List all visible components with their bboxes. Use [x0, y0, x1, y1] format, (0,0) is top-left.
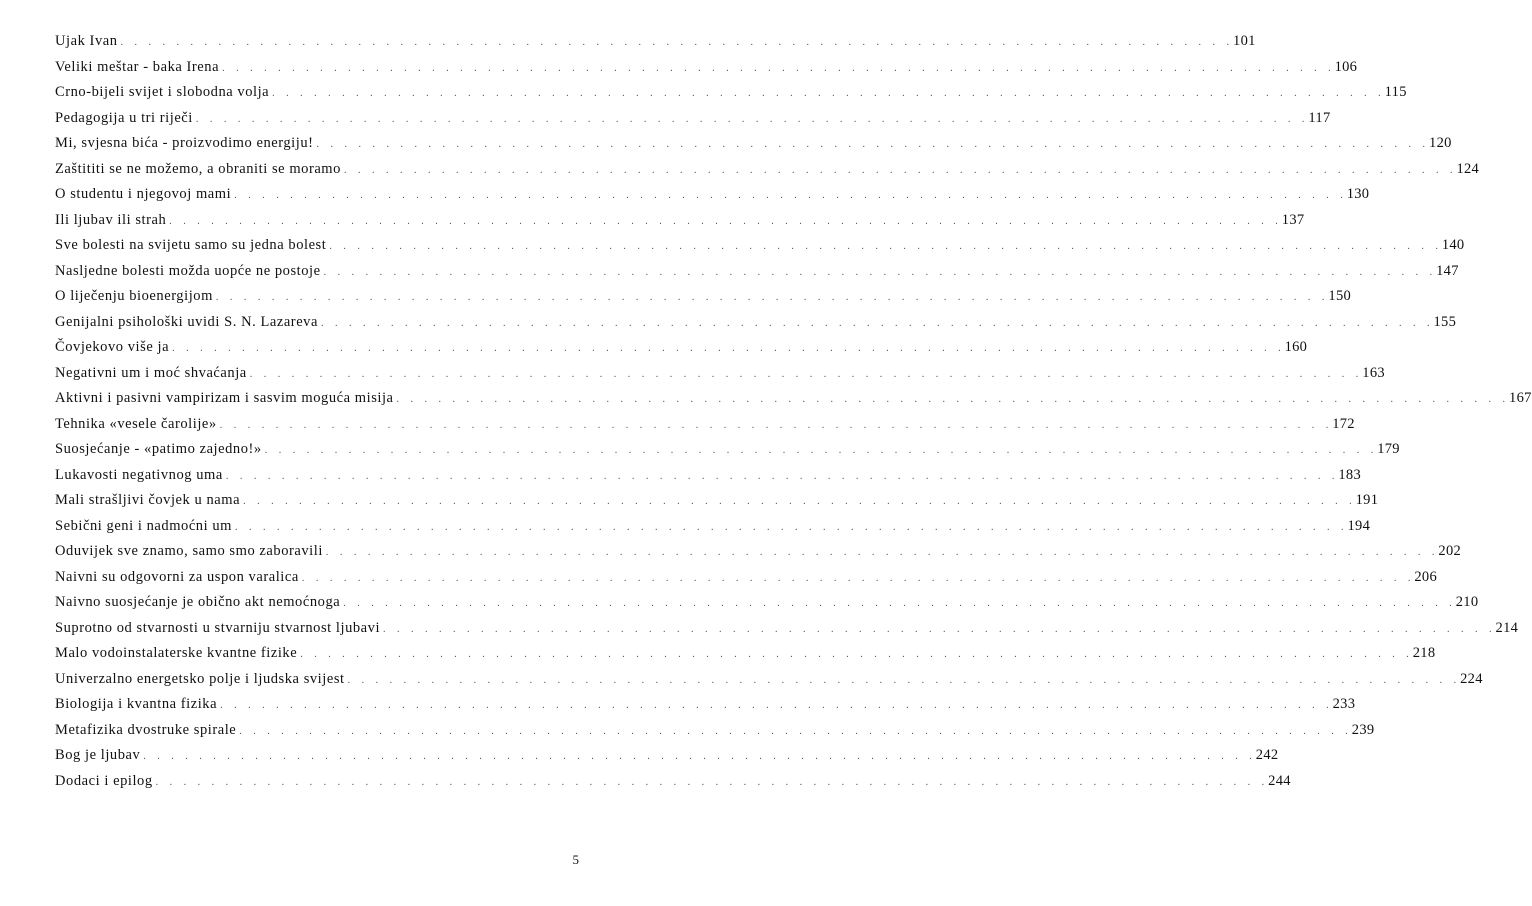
toc-entry — [55, 313, 1457, 340]
toc-dot-leader: . . . . . . . . . . . . . . . . . . . . . . . . . . . . . . . . . . . . . . . . . . . . . . . . . . . . . . . . . . . . . . . . . . . . . . . . . . . . . . . . — [320, 317, 1430, 329]
toc-entry-title: O studentu i njegovoj mami — [55, 186, 232, 202]
toc-dot-leader: . . . . . . . . . . . . . . . . . . . . . . . . . . . . . . . . . . . . . . . . . . . . . . . . . . . . . . . . . . . . . . . . . . . . . . . . . . . . . . . . — [396, 394, 1506, 405]
toc-entry-page: 167 — [1509, 390, 1532, 406]
toc-dot-leader: . . . . . . . . . . . . . . . . . . . . . . . . . . . . . . . . . . . . . . . . . . . . . . . . . . . . . . . . . . . . . . . . . . . . . . . . . . . . . . . . — [155, 776, 1265, 788]
toc-entry-page: 140 — [1441, 237, 1465, 253]
toc-dot-leader: . . . . . . . . . . . . . . . . . . . . . . . . . . . . . . . . . . . . . . . . . . . . . . . . . . . . . . . . . . . . . . . . . . . . . . . . . . . . . . . . — [272, 88, 1381, 99]
toc-entry — [55, 517, 1371, 544]
toc-entry-page: 218 — [1412, 645, 1436, 661]
toc-entry — [55, 594, 1479, 620]
toc-dot-leader: . . . . . . . . . . . . . . . . . . . . . . . . . . . . . . . . . . . . . . . . . . . . . . . . . . . . . . . . . . . . . . . . . . . . . . . . . . . . . . . . — [222, 62, 1331, 74]
toc-entry-title: Genijalni psihološki uvidi S. N. Lazareva — [55, 313, 318, 330]
toc-entry-title: Sebični geni i nadmoćni um — [55, 517, 232, 534]
toc-entry-page: 224 — [1460, 670, 1483, 687]
toc-entry-page: 130 — [1346, 186, 1370, 202]
toc-entry-page: 117 — [1308, 109, 1331, 126]
toc-entry-title: Dodaci i epilog — [55, 772, 153, 789]
toc-entry-page: 106 — [1334, 58, 1358, 75]
toc-entry — [55, 568, 1437, 595]
toc-entry — [55, 211, 1305, 238]
toc-entry-page: 163 — [1362, 364, 1385, 381]
toc-entry — [55, 645, 1436, 671]
toc-entry — [55, 772, 1291, 799]
toc-entry-title: Bog je ljubav — [55, 747, 141, 763]
toc-entry — [55, 415, 1355, 442]
toc-dot-leader: . . . . . . . . . . . . . . . . . . . . . . . . . . . . . . . . . . . . . . . . . . . . . . . . . . . . . . . . . . . . . . . . . . . . . . . . . . . . . . . . — [220, 700, 1329, 711]
toc-dot-leader: . . . . . . . . . . . . . . . . . . . . . . . . . . . . . . . . . . . . . . . . . . . . . . . . . . . . . . . . . . . . . . . . . . . . . . . . . . . . . . . . — [239, 725, 1348, 737]
toc-entry — [55, 262, 1459, 289]
toc-entry — [55, 84, 1407, 110]
toc-dot-leader: . . . . . . . . . . . . . . . . . . . . . . . . . . . . . . . . . . . . . . . . . . . . . . . . . . . . . . . . . . . . . . . . . . . . . . . . . . . . . . . . — [172, 343, 1281, 354]
toc-entry-page: 191 — [1355, 492, 1379, 508]
toc-entry — [55, 390, 1532, 416]
toc-entry-title: Crno-bijeli svijet i slobodna volja — [55, 84, 270, 100]
toc-dot-leader: . . . . . . . . . . . . . . . . . . . . . . . . . . . . . . . . . . . . . . . . . . . . . . . . . . . . . . . . . . . . . . . . . . . . . . . . . . . . . . . . — [347, 674, 1457, 686]
toc-entry-page: 172 — [1332, 415, 1355, 432]
toc-entry-title: Suosjećanje - «patimo zajedno!» — [55, 441, 262, 457]
toc-entry — [55, 747, 1279, 773]
toc-entry — [55, 288, 1352, 314]
toc-entry — [55, 237, 1465, 263]
toc-entry — [55, 160, 1480, 187]
toc-dot-leader: . . . . . . . . . . . . . . . . . . . . . . . . . . . . . . . . . . . . . . . . . . . . . . . . . . . . . . . . . . . . . . . . . . . . . . . . . . . . . . . . — [383, 623, 1492, 635]
toc-entry — [55, 364, 1385, 391]
toc-entry-page: 179 — [1377, 441, 1400, 457]
toc-entry — [55, 696, 1356, 722]
toc-entry — [55, 33, 1256, 59]
toc-entry — [55, 109, 1331, 136]
toc-entry — [55, 619, 1519, 646]
toc-dot-leader: . . . . . . . . . . . . . . . . . . . . . . . . . . . . . . . . . . . . . . . . . . . . . . . . . . . . . . . . . . . . . . . . . . . . . . . . . . . . . . . . — [264, 445, 1374, 456]
toc-dot-leader: . . . . . . . . . . . . . . . . . . . . . . . . . . . . . . . . . . . . . . . . . . . . . . . . . . . . . . . . . . . . . . . . . . . . . . . . . . . . . . . . — [195, 113, 1305, 125]
toc-dot-leader: . . . . . . . . . . . . . . . . . . . . . . . . . . . . . . . . . . . . . . . . . . . . . . . . . . . . . . . . . . . . . . . . . . . . . . . . . . . . . . . . — [316, 139, 1426, 150]
toc-dot-leader: . . . . . . . . . . . . . . . . . . . . . . . . . . . . . . . . . . . . . . . . . . . . . . . . . . . . . . . . . . . . . . . . . . . . . . . . . . . . . . . . — [234, 190, 1343, 201]
toc-entry — [55, 186, 1370, 212]
toc-dot-leader: . . . . . . . . . . . . . . . . . . . . . . . . . . . . . . . . . . . . . . . . . . . . . . . . . . . . . . . . . . . . . . . . . . . . . . . . . . . . . . . . — [235, 521, 1344, 533]
toc-entry-title: Oduvijek sve znamo, samo smo zaboravili — [55, 543, 323, 559]
toc-entry — [55, 58, 1358, 85]
toc-dot-leader: . . . . . . . . . . . . . . . . . . . . . . . . . . . . . . . . . . . . . . . . . . . . . . . . . . . . . . . . . . . . . . . . . . . . . . . . . . . . . . . . — [169, 215, 1278, 227]
toc-dot-leader: . . . . . . . . . . . . . . . . . . . . . . . . . . . . . . . . . . . . . . . . . . . . . . . . . . . . . . . . . . . . . . . . . . . . . . . . . . . . . . . . — [143, 751, 1252, 762]
toc-entry-title: Malo vodoinstalaterske kvantne fizike — [55, 645, 298, 661]
toc-entry-title: Veliki meštar - baka Irena — [55, 58, 220, 75]
toc-entry — [55, 721, 1375, 748]
table-of-contents — [55, 33, 1532, 798]
toc-entry — [55, 135, 1452, 161]
toc-entry — [55, 543, 1462, 569]
toc-entry-page: 242 — [1255, 747, 1279, 763]
toc-entry-title: Mi, svjesna bića - proizvodimo energiju! — [55, 135, 314, 151]
toc-dot-leader: . . . . . . . . . . . . . . . . . . . . . . . . . . . . . . . . . . . . . . . . . . . . . . . . . . . . . . . . . . . . . . . . . . . . . . . . . . . . . . . . — [325, 547, 1435, 558]
toc-entry-title: Naivno suosjećanje je obično akt nemoćnoga — [55, 594, 341, 610]
toc-dot-leader: . . . . . . . . . . . . . . . . . . . . . . . . . . . . . . . . . . . . . . . . . . . . . . . . . . . . . . . . . . . . . . . . . . . . . . . . . . . . . . . . — [249, 368, 1359, 380]
toc-entry-page: 210 — [1455, 594, 1479, 610]
toc-entry-title: Ujak Ivan — [55, 33, 118, 49]
toc-entry — [55, 339, 1308, 365]
toc-entry-page: 214 — [1495, 619, 1519, 636]
toc-entry-page: 147 — [1436, 262, 1459, 279]
toc-entry-page: 137 — [1281, 211, 1305, 228]
toc-entry-title: Suprotno od stvarnosti u stvarniju stvarnost ljubavi — [55, 619, 381, 636]
toc-dot-leader: . . . . . . . . . . . . . . . . . . . . . . . . . . . . . . . . . . . . . . . . . . . . . . . . . . . . . . . . . . . . . . . . . . . . . . . . . . . . . . . . — [225, 470, 1335, 482]
toc-dot-leader: . . . . . . . . . . . . . . . . . . . . . . . . . . . . . . . . . . . . . . . . . . . . . . . . . . . . . . . . . . . . . . . . . . . . . . . . . . . . . . . . — [300, 649, 1409, 660]
toc-entry-page: 206 — [1414, 568, 1437, 585]
toc-entry-title: Pedagogija u tri riječi — [55, 109, 193, 126]
toc-entry-title: Aktivni i pasivni vampirizam i sasvim moguća misija — [55, 390, 394, 406]
toc-entry-title: Naivni su odgovorni za uspon varalica — [55, 568, 299, 585]
toc-entry-title: O liječenju bioenergijom — [55, 288, 213, 304]
toc-dot-leader: . . . . . . . . . . . . . . . . . . . . . . . . . . . . . . . . . . . . . . . . . . . . . . . . . . . . . . . . . . . . . . . . . . . . . . . . . . . . . . . . — [329, 241, 1438, 252]
toc-entry — [55, 492, 1379, 518]
toc-dot-leader: . . . . . . . . . . . . . . . . . . . . . . . . . . . . . . . . . . . . . . . . . . . . . . . . . . . . . . . . . . . . . . . . . . . . . . . . . . . . . . . . — [215, 292, 1325, 303]
toc-entry-title: Mali strašljivi čovjek u nama — [55, 492, 241, 508]
toc-entry-title: Nasljedne bolesti možda uopće ne postoje — [55, 262, 321, 279]
toc-entry-title: Univerzalno energetsko polje i ljudska svijest — [55, 670, 345, 687]
toc-entry — [55, 466, 1361, 493]
toc-dot-leader: . . . . . . . . . . . . . . . . . . . . . . . . . . . . . . . . . . . . . . . . . . . . . . . . . . . . . . . . . . . . . . . . . . . . . . . . . . . . . . . . — [219, 419, 1329, 431]
toc-entry-title: Tehnika «vesele čarolije» — [55, 415, 217, 432]
toc-entry-title: Negativni um i moć shvaćanja — [55, 364, 247, 381]
toc-dot-leader: . . . . . . . . . . . . . . . . . . . . . . . . . . . . . . . . . . . . . . . . . . . . . . . . . . . . . . . . . . . . . . . . . . . . . . . . . . . . . . . . — [323, 266, 1433, 278]
toc-entry-title: Lukavosti negativnog uma — [55, 466, 223, 483]
toc-entry — [55, 670, 1483, 697]
toc-dot-leader: . . . . . . . . . . . . . . . . . . . . . . . . . . . . . . . . . . . . . . . . . . . . . . . . . . . . . . . . . . . . . . . . . . . . . . . . . . . . . . . . — [343, 164, 1453, 176]
toc-dot-leader: . . . . . . . . . . . . . . . . . . . . . . . . . . . . . . . . . . . . . . . . . . . . . . . . . . . . . . . . . . . . . . . . . . . . . . . . . . . . . . . . — [243, 496, 1352, 507]
toc-dot-leader: . . . . . . . . . . . . . . . . . . . . . . . . . . . . . . . . . . . . . . . . . . . . . . . . . . . . . . . . . . . . . . . . . . . . . . . . . . . . . . . . — [301, 572, 1411, 584]
toc-entry-page: 202 — [1438, 543, 1462, 559]
toc-entry-page: 244 — [1268, 772, 1291, 789]
toc-dot-leader: . . . . . . . . . . . . . . . . . . . . . . . . . . . . . . . . . . . . . . . . . . . . . . . . . . . . . . . . . . . . . . . . . . . . . . . . . . . . . . . . — [343, 598, 1452, 609]
toc-entry-page: 101 — [1233, 33, 1256, 49]
toc-entry-page: 150 — [1328, 288, 1352, 304]
toc-entry-page: 115 — [1384, 84, 1407, 100]
toc-dot-leader: . . . . . . . . . . . . . . . . . . . . . . . . . . . . . . . . . . . . . . . . . . . . . . . . . . . . . . . . . . . . . . . . . . . . . . . . . . . . . . . . — [120, 37, 1230, 48]
toc-entry-page: 233 — [1332, 696, 1356, 712]
toc-entry — [55, 441, 1400, 467]
page-number: 5 — [572, 852, 579, 867]
toc-entry-title: Čovjekovo više ja — [55, 339, 170, 355]
toc-entry-title: Ili ljubav ili strah — [55, 211, 167, 228]
toc-entry-page: 124 — [1456, 160, 1480, 177]
toc-entry-title: Metafizika dvostruke spirale — [55, 721, 237, 738]
toc-entry-title: Sve bolesti na svijetu samo su jedna bolest — [55, 237, 327, 253]
toc-entry-title: Biologija i kvantna fizika — [55, 696, 218, 712]
toc-entry-title: Zaštititi se ne možemo, a obraniti se moramo — [55, 160, 341, 177]
toc-entry-page: 160 — [1284, 339, 1308, 355]
toc-entry-page: 120 — [1429, 135, 1452, 151]
toc-entry-page: 183 — [1338, 466, 1361, 483]
toc-entry-page: 194 — [1347, 517, 1371, 534]
toc-entry-page: 155 — [1433, 313, 1457, 330]
toc-entry-page: 239 — [1351, 721, 1375, 738]
